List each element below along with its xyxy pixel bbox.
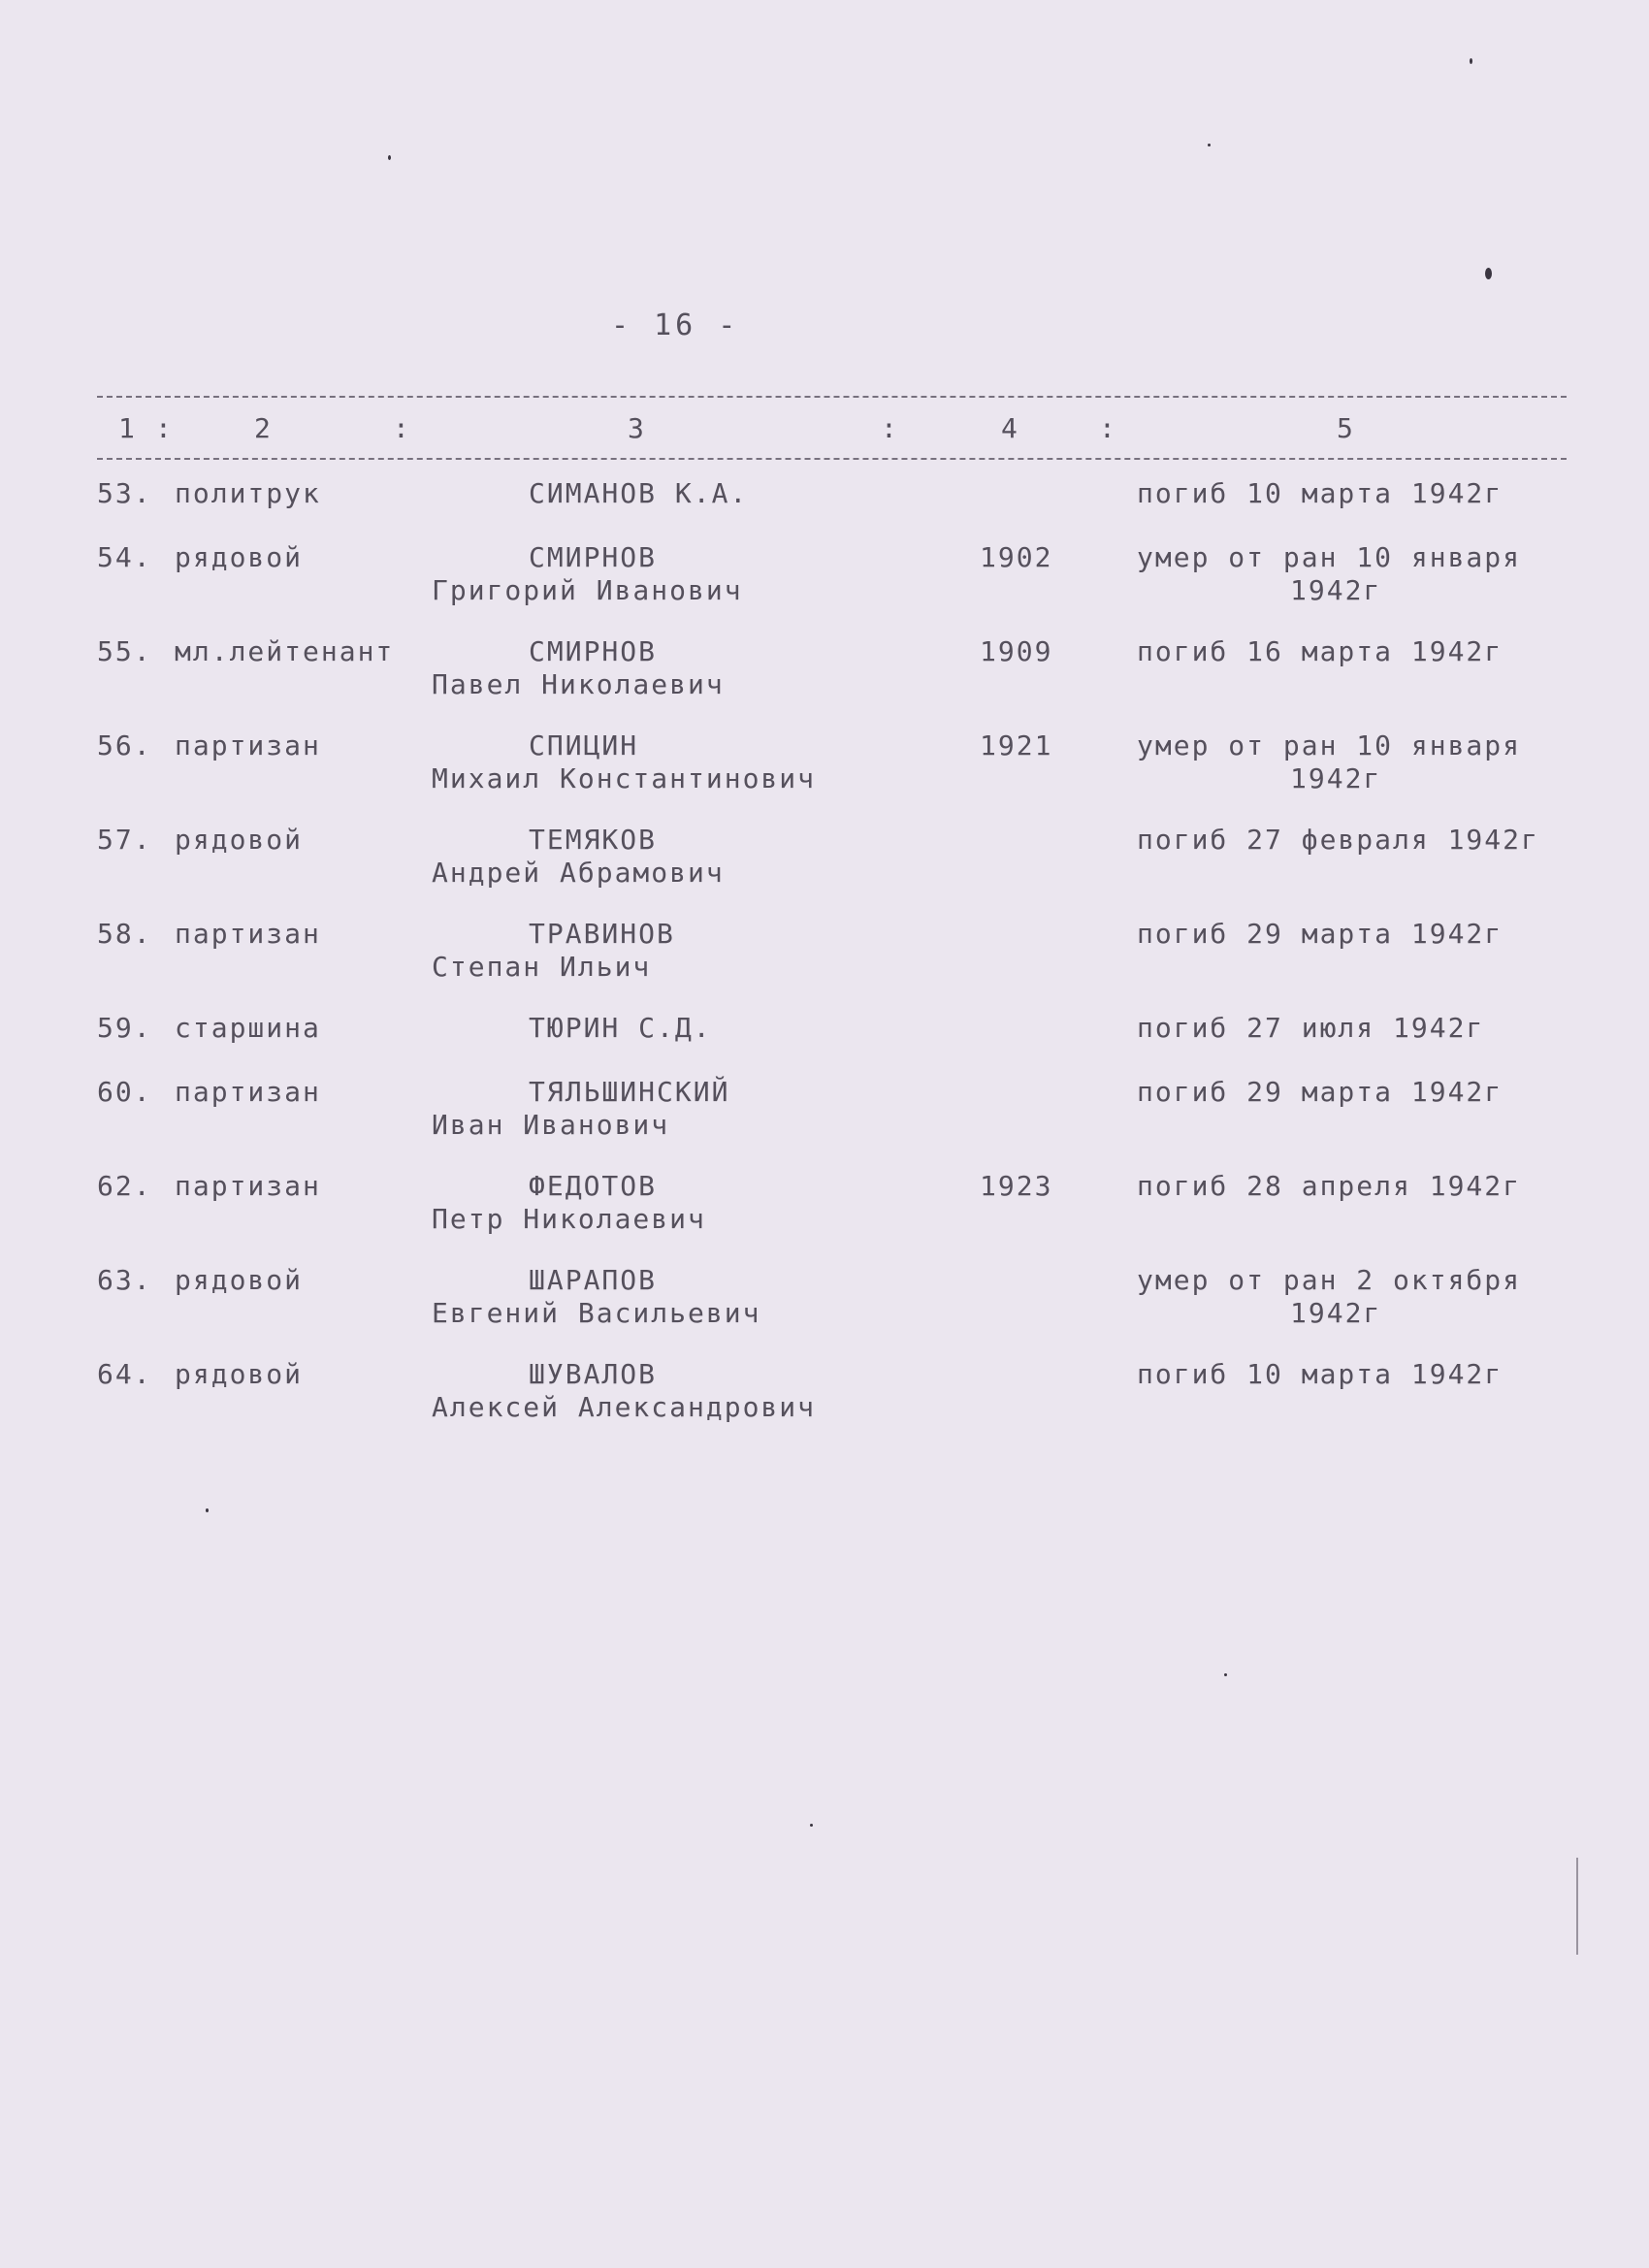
- entry-fate-continued: 1942г: [1290, 1297, 1382, 1329]
- entry-number: 55.: [97, 635, 152, 667]
- header-rule-top: [97, 396, 1567, 398]
- entry-surname: ФЕДОТОВ: [529, 1170, 658, 1202]
- entry-rank: рядовой: [175, 541, 304, 573]
- list-item: [0, 824, 1649, 911]
- entry-given-name: Петр Николаевич: [432, 1203, 706, 1235]
- entry-surname: ТЯЛЬШИНСКИЙ: [529, 1076, 730, 1108]
- entry-surname: ТРАВИНОВ: [529, 918, 675, 950]
- scan-edge-line: [1576, 1858, 1578, 1955]
- entry-fate-continued: 1942г: [1290, 574, 1382, 606]
- entry-birth-year: 1909: [980, 635, 1053, 667]
- entry-rank: партизан: [175, 1076, 321, 1108]
- list-item: [0, 729, 1649, 817]
- scan-speck: [1224, 1673, 1227, 1676]
- scan-speck: [810, 1824, 813, 1827]
- scan-speck: [1208, 144, 1211, 146]
- entry-number: 57.: [97, 824, 152, 856]
- entry-birth-year: 1902: [980, 541, 1053, 573]
- entry-rank: мл.лейтенант: [175, 635, 395, 667]
- column-2-label: 2: [254, 412, 271, 444]
- entry-number: 58.: [97, 918, 152, 950]
- page-number: - 16 -: [611, 308, 740, 342]
- entry-fate: погиб 27 июля 1942г: [1137, 1012, 1485, 1044]
- column-separator: :: [393, 412, 409, 444]
- entry-surname: ТЕМЯКОВ: [529, 824, 658, 856]
- entry-rank: партизан: [175, 1170, 321, 1202]
- entry-birth-year: 1923: [980, 1170, 1053, 1202]
- entry-fate: умер от ран 10 января: [1137, 541, 1522, 573]
- entry-fate: погиб 28 апреля 1942г: [1137, 1170, 1522, 1202]
- entry-fate: погиб 29 марта 1942г: [1137, 918, 1504, 950]
- entry-number: 62.: [97, 1170, 152, 1202]
- entry-fate: умер от ран 10 января: [1137, 729, 1522, 761]
- entry-surname: ТЮРИН С.Д.: [529, 1012, 712, 1044]
- entry-number: 56.: [97, 729, 152, 761]
- entry-fate: погиб 16 марта 1942г: [1137, 635, 1504, 667]
- entry-fate: умер от ран 2 октября: [1137, 1264, 1522, 1296]
- list-item: [0, 1358, 1649, 1445]
- entry-rank: старшина: [175, 1012, 321, 1044]
- entry-number: 53.: [97, 477, 152, 509]
- entry-fate: погиб 10 марта 1942г: [1137, 1358, 1504, 1390]
- entry-number: 64.: [97, 1358, 152, 1390]
- entry-given-name: Михаил Константинович: [432, 762, 817, 794]
- entry-fate: погиб 10 марта 1942г: [1137, 477, 1504, 509]
- entry-number: 54.: [97, 541, 152, 573]
- entry-number: 63.: [97, 1264, 152, 1296]
- entry-fate: погиб 27 февраля 1942г: [1137, 824, 1539, 856]
- entry-fate-continued: 1942г: [1290, 762, 1382, 794]
- column-4-label: 4: [1001, 412, 1018, 444]
- column-5-label: 5: [1337, 412, 1353, 444]
- entry-rank: рядовой: [175, 824, 304, 856]
- entry-surname: ШАРАПОВ: [529, 1264, 658, 1296]
- entry-given-name: Евгений Васильевич: [432, 1297, 761, 1329]
- scan-speck: [388, 155, 391, 160]
- entry-rank: рядовой: [175, 1358, 304, 1390]
- entry-surname: СПИЦИН: [529, 729, 639, 761]
- entry-fate: погиб 29 марта 1942г: [1137, 1076, 1504, 1108]
- entry-given-name: Григорий Иванович: [432, 574, 743, 606]
- scan-speck: [1485, 268, 1492, 279]
- column-separator: :: [1099, 412, 1116, 444]
- entry-birth-year: 1921: [980, 729, 1053, 761]
- entry-surname: СМИРНОВ: [529, 635, 658, 667]
- list-item: [0, 918, 1649, 1005]
- entry-given-name: Иван Иванович: [432, 1109, 670, 1141]
- column-3-label: 3: [628, 412, 644, 444]
- header-rule-bottom: [97, 458, 1567, 460]
- scan-speck: [1470, 58, 1472, 64]
- entry-given-name: Павел Николаевич: [432, 668, 725, 700]
- entry-rank: партизан: [175, 729, 321, 761]
- entry-given-name: Андрей Абрамович: [432, 857, 725, 889]
- entry-surname: СМИРНОВ: [529, 541, 658, 573]
- entry-given-name: Алексей Александрович: [432, 1391, 817, 1423]
- entry-given-name: Степан Ильич: [432, 951, 652, 983]
- list-item: [0, 635, 1649, 723]
- list-item: [0, 541, 1649, 629]
- list-item: [0, 1170, 1649, 1257]
- entry-surname: ШУВАЛОВ: [529, 1358, 658, 1390]
- list-item: [0, 1076, 1649, 1163]
- entry-rank: рядовой: [175, 1264, 304, 1296]
- column-separator: :: [881, 412, 897, 444]
- scan-speck: [206, 1508, 209, 1512]
- entry-surname: СИМАНОВ К.А.: [529, 477, 749, 509]
- entry-number: 59.: [97, 1012, 152, 1044]
- column-separator: :: [155, 412, 172, 444]
- entry-rank: партизан: [175, 918, 321, 950]
- entry-number: 60.: [97, 1076, 152, 1108]
- list-item: [0, 1264, 1649, 1351]
- entry-rank: политрук: [175, 477, 321, 509]
- column-1-label: 1: [118, 412, 135, 444]
